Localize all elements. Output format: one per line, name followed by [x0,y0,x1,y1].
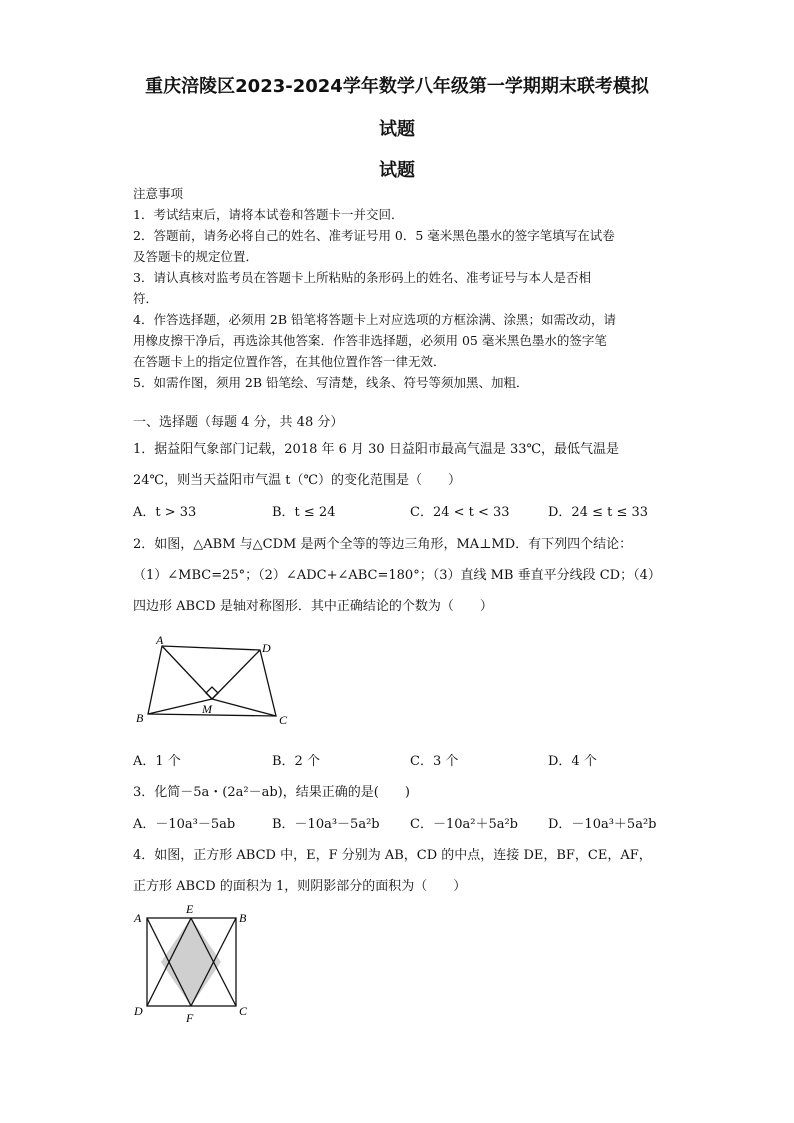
segment-dm [212,650,260,699]
notice-line: 2．答题前，请务必将自己的姓名、准考证号用 0．5 毫米黑色墨水的签字笔填写在试卷 [133,228,615,243]
notice-line: 3．请认真核对监考员在答题卡上所粘贴的条形码上的姓名、准考证号与本人是否相 [133,270,591,285]
question-2-line2: （1）∠MBC=25°；（2）∠ADC+∠ABC=180°；（3）直线 MB 垂直平分线段 CD；（4） [133,568,661,583]
question-3-option-b: B．－10a³－5a²b [272,817,380,832]
question-4-line2: 正方形 ABCD 的面积为 1，则阴影部分的面积为（ ） [133,879,467,894]
notice-line: 用橡皮擦干净后，再选涂其他答案．作答非选择题，必须用 05 毫米黑色墨水的签字笔 [133,333,607,348]
question-2-option-c: C．3 个 [410,754,459,769]
question-1-option-b: B．t ≤ 24 [272,505,336,520]
label-a: A [134,911,142,925]
segment-cm [212,699,276,716]
notice-heading: 注意事项 [133,186,184,201]
exam-title-line2: 试题 [379,119,415,140]
question-4-figure [130,900,255,1026]
label-b: B [239,911,247,925]
question-2-line1: 2．如图，△ABM 与△CDM 是两个全等的等边三角形，MA⊥MD．有下列四个结论： [133,537,633,552]
question-1-line1: 1．据益阳气象部门记载，2018 年 6 月 30 日益阳市最高气温是 33℃，最低气温是 [133,442,620,457]
label-d: D [134,1004,143,1018]
question-1-line2: 24℃，则当天益阳市气温 t（℃）的变化范围是（ ） [133,473,461,488]
label-c: C [239,1004,248,1018]
notice-line: 符． [133,291,159,306]
label-f: F [186,1011,194,1025]
question-4-line1: 4．如图，正方形 ABCD 中，E，F 分别为 AB，CD 的中点，连接 DE，BF，CE，AF， [133,848,652,863]
question-2-option-d: D．4 个 [548,754,597,769]
question-2-option-a: A．1 个 [133,754,181,769]
question-1-option-a: A．t > 33 [133,505,197,520]
notice-line: 及答题卡的规定位置． [133,249,259,264]
question-1-option-c: C．24 < t < 33 [410,505,510,520]
label-a: A [156,633,164,647]
question-2-option-b: B．2 个 [272,754,320,769]
question-2-line3: 四边形 ABCD 是轴对称图形．其中正确结论的个数为（ ） [133,599,493,614]
question-3-line1: 3．化简－5a・(2a²－ab)，结果正确的是( ) [133,785,410,800]
notice-line: 在答题卡上的指定位置作答，在其他位置作答一律无效． [133,354,446,369]
label-b: B [136,711,144,725]
notice-line: 4．作答选择题，必须用 2B 铅笔将答题卡上对应选项的方框涂满、涂黑；如需改动，请 [133,312,617,327]
label-d: D [262,641,271,655]
exam-title-line1: 重庆涪陵区2023-2024学年数学八年级第一学期期末联考模拟 [145,76,649,97]
quadrilateral-abcd [148,646,276,716]
exam-title-line3: 试题 [379,160,415,181]
question-3-option-d: D．－10a³＋5a²b [548,817,657,832]
question-3-option-c: C．－10a²＋5a²b [410,817,519,832]
notice-line: 1．考试结束后，请将本试卷和答题卡一并交回． [133,207,404,222]
question-3-option-a: A．－10a³－5ab [133,817,236,832]
shaded-region [161,918,221,1006]
question-1-option-d: D．24 ≤ t ≤ 33 [548,505,649,520]
section-heading: 一、选择题（每题 4 分，共 48 分） [133,415,344,430]
notice-line: 5．如需作图，须用 2B 铅笔绘、写清楚，线条、符号等须加黑、加粗． [133,375,529,390]
question-2-figure [130,632,300,732]
segment-am [162,646,212,699]
label-e: E [186,902,194,916]
right-angle-mark [206,687,218,699]
label-c: C [279,713,288,727]
label-m: M [202,702,212,716]
